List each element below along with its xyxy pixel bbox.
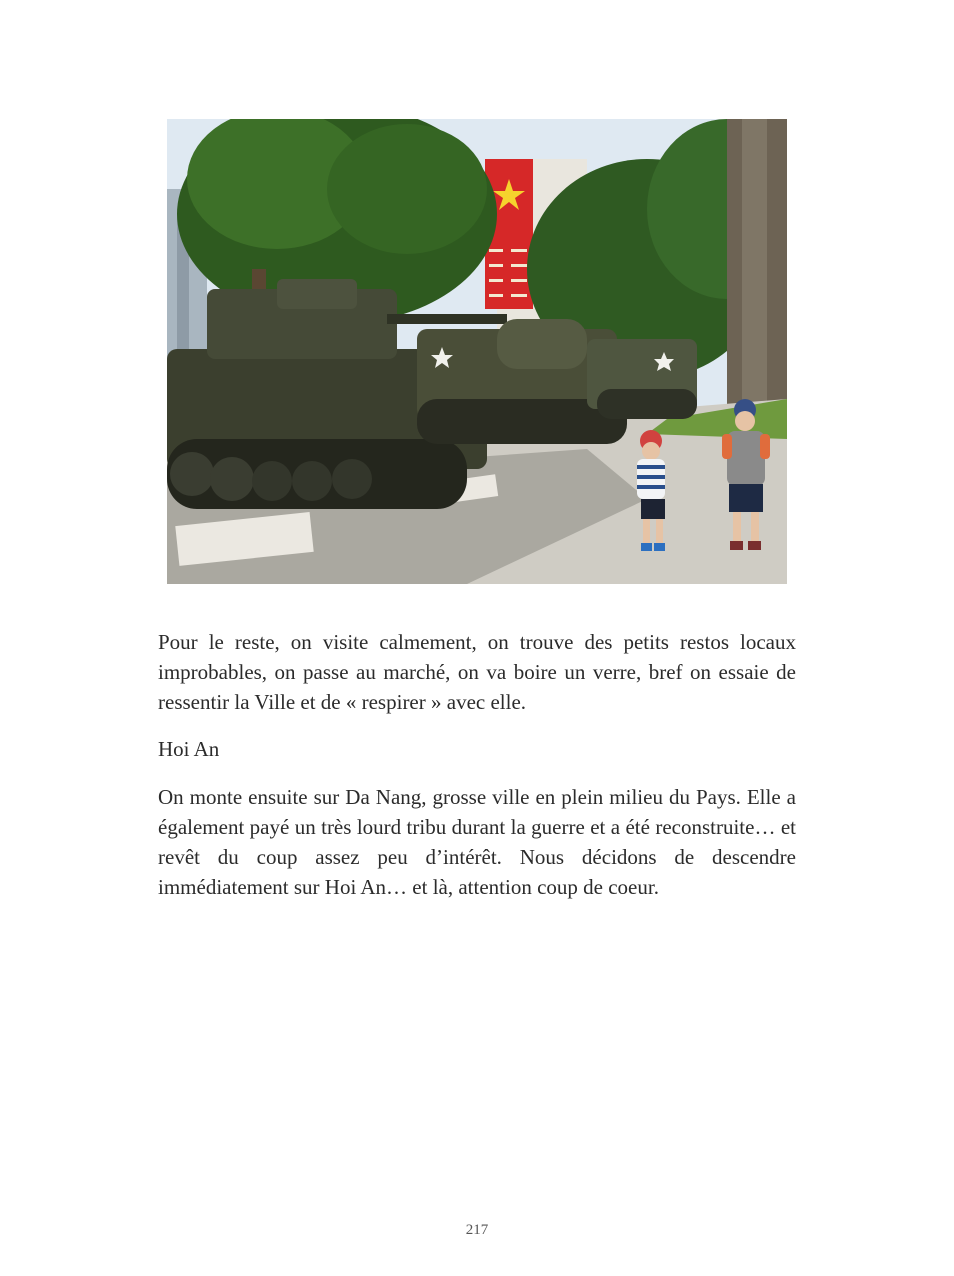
paragraph-city-visit: Pour le reste, on visite calmement, on trouve des petits restos locaux improbables, on passe au marché, on va boire un verre, bref on essaie de ressentir la Ville et de « respirer » avec elle.: [158, 630, 796, 714]
page-number: 217: [465, 1222, 489, 1238]
photo-military-tanks-children: [167, 119, 787, 584]
paragraph-da-nang: On monte ensuite sur Da Nang, grosse ville en plein milieu du Pays. Elle a également payé un très lourd tribu durant la guerre et a été reconstruite… et revêt du coup assez peu d’intérêt. Nous décidons de descendre immédiatement sur Hoi An… et là, attention coup de coeur.: [158, 785, 796, 899]
photo-illustration: [167, 119, 787, 584]
section-heading-hoi-an: Hoi An: [158, 737, 220, 761]
half-track-vehicle: [587, 339, 697, 419]
